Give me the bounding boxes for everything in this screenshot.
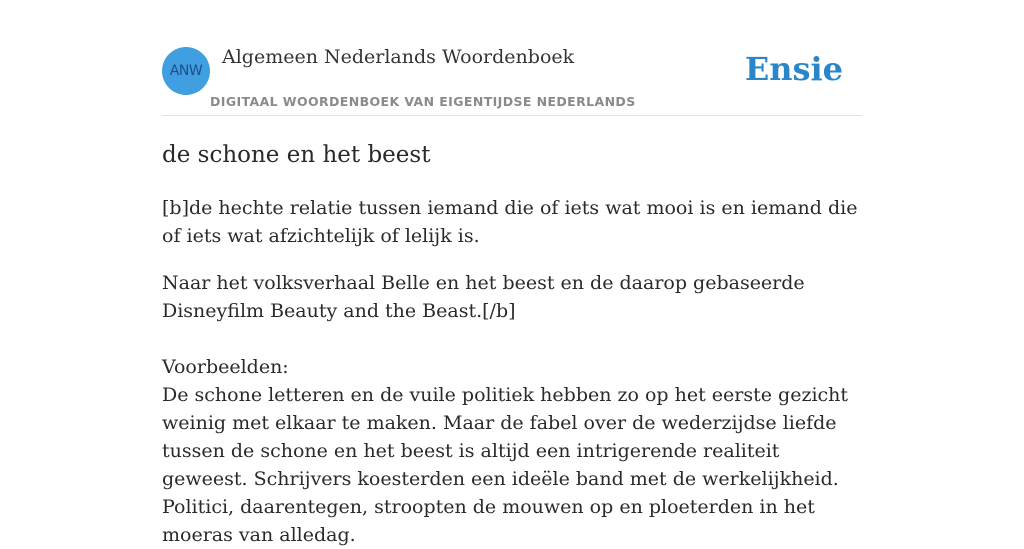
entry-origin: Naar het volksverhaal Belle en het beest en de daarop gebaseerde Disneyfilm Beauty and the Beast.[/b] <box>162 272 805 322</box>
anw-logo[interactable] <box>162 47 210 95</box>
example-text: De schone letteren en de vuile politiek hebben zo op het eerste gezicht weinig met elkaar te maken. Maar de fabel over de wederzijdse liefde tussen de schone en het beest is altijd een intrigerende realiteit geweest. Schrijvers koesterden een ideële band met de werkelijkheid. Politici, daarentegen, stroopten de mouwen op en ploeterden in het moeras van alledag. <box>162 384 849 546</box>
site-subtitle: DIGITAAL WOORDENBOEK VAN EIGENTIJDSE NEDERLANDS <box>210 94 636 109</box>
examples-label: Voorbeelden: <box>162 356 289 378</box>
entry-definition: [b]de hechte relatie tussen iemand die of iets wat mooi is en iemand die of iets wat afzichtelijk of lelijk is. <box>162 197 858 247</box>
entry-headword: de schone en het beest <box>162 142 431 168</box>
ensie-brand-link[interactable]: Ensie <box>744 50 843 88</box>
page <box>162 0 862 546</box>
site-title[interactable]: Algemeen Nederlands Woordenboek <box>222 46 575 68</box>
spacer <box>162 325 862 353</box>
site-header <box>162 0 862 116</box>
logo-text: ANW <box>169 63 203 79</box>
